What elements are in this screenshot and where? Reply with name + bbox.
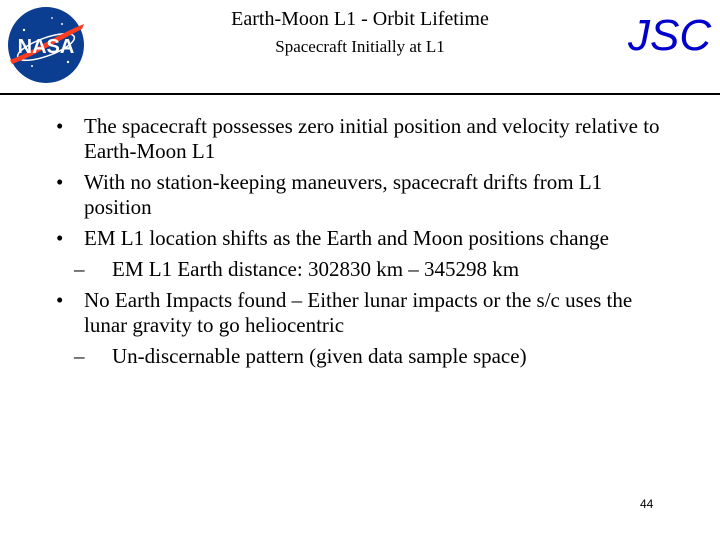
jsc-mark: JSC xyxy=(628,11,712,60)
bullet-text: With no station-keeping maneuvers, spacecraft drifts from L1 position xyxy=(84,170,603,219)
header-divider xyxy=(0,93,720,95)
nasa-logo-icon xyxy=(2,2,90,88)
bullet-item xyxy=(52,288,672,338)
bullet-marker: • xyxy=(56,288,64,312)
bullet-marker: • xyxy=(56,114,64,138)
bullet-text: The spacecraft possesses zero initial position and velocity relative to Earth-Moon L1 xyxy=(84,114,660,163)
bullet-item xyxy=(52,170,672,220)
logo-text: NASA xyxy=(17,36,75,58)
sub-bullet-marker: – xyxy=(74,257,85,281)
bullet-text: EM L1 location shifts as the Earth and Moon positions change xyxy=(84,226,609,250)
page-number: 44 xyxy=(640,497,654,511)
bullet-list xyxy=(52,114,672,375)
sub-bullet-marker: – xyxy=(74,344,85,368)
bullet-marker: • xyxy=(56,226,64,250)
sub-bullet-text: EM L1 Earth distance: 302830 km – 345298 km xyxy=(112,257,520,281)
slide-subtitle: Spacecraft Initially at L1 xyxy=(275,37,445,56)
bullet-item xyxy=(52,226,672,251)
bullet-item xyxy=(52,114,672,164)
sub-bullet-text: Un-discernable pattern (given data sample space) xyxy=(112,344,527,368)
bullet-marker: • xyxy=(56,170,64,194)
sub-bullet-item xyxy=(52,257,672,282)
bullet-text: No Earth Impacts found – Either lunar impacts or the s/c uses the lunar gravity to go heliocentric xyxy=(84,288,633,337)
slide-title: Earth-Moon L1 - Orbit Lifetime xyxy=(231,8,489,30)
sub-bullet-item xyxy=(52,344,672,369)
